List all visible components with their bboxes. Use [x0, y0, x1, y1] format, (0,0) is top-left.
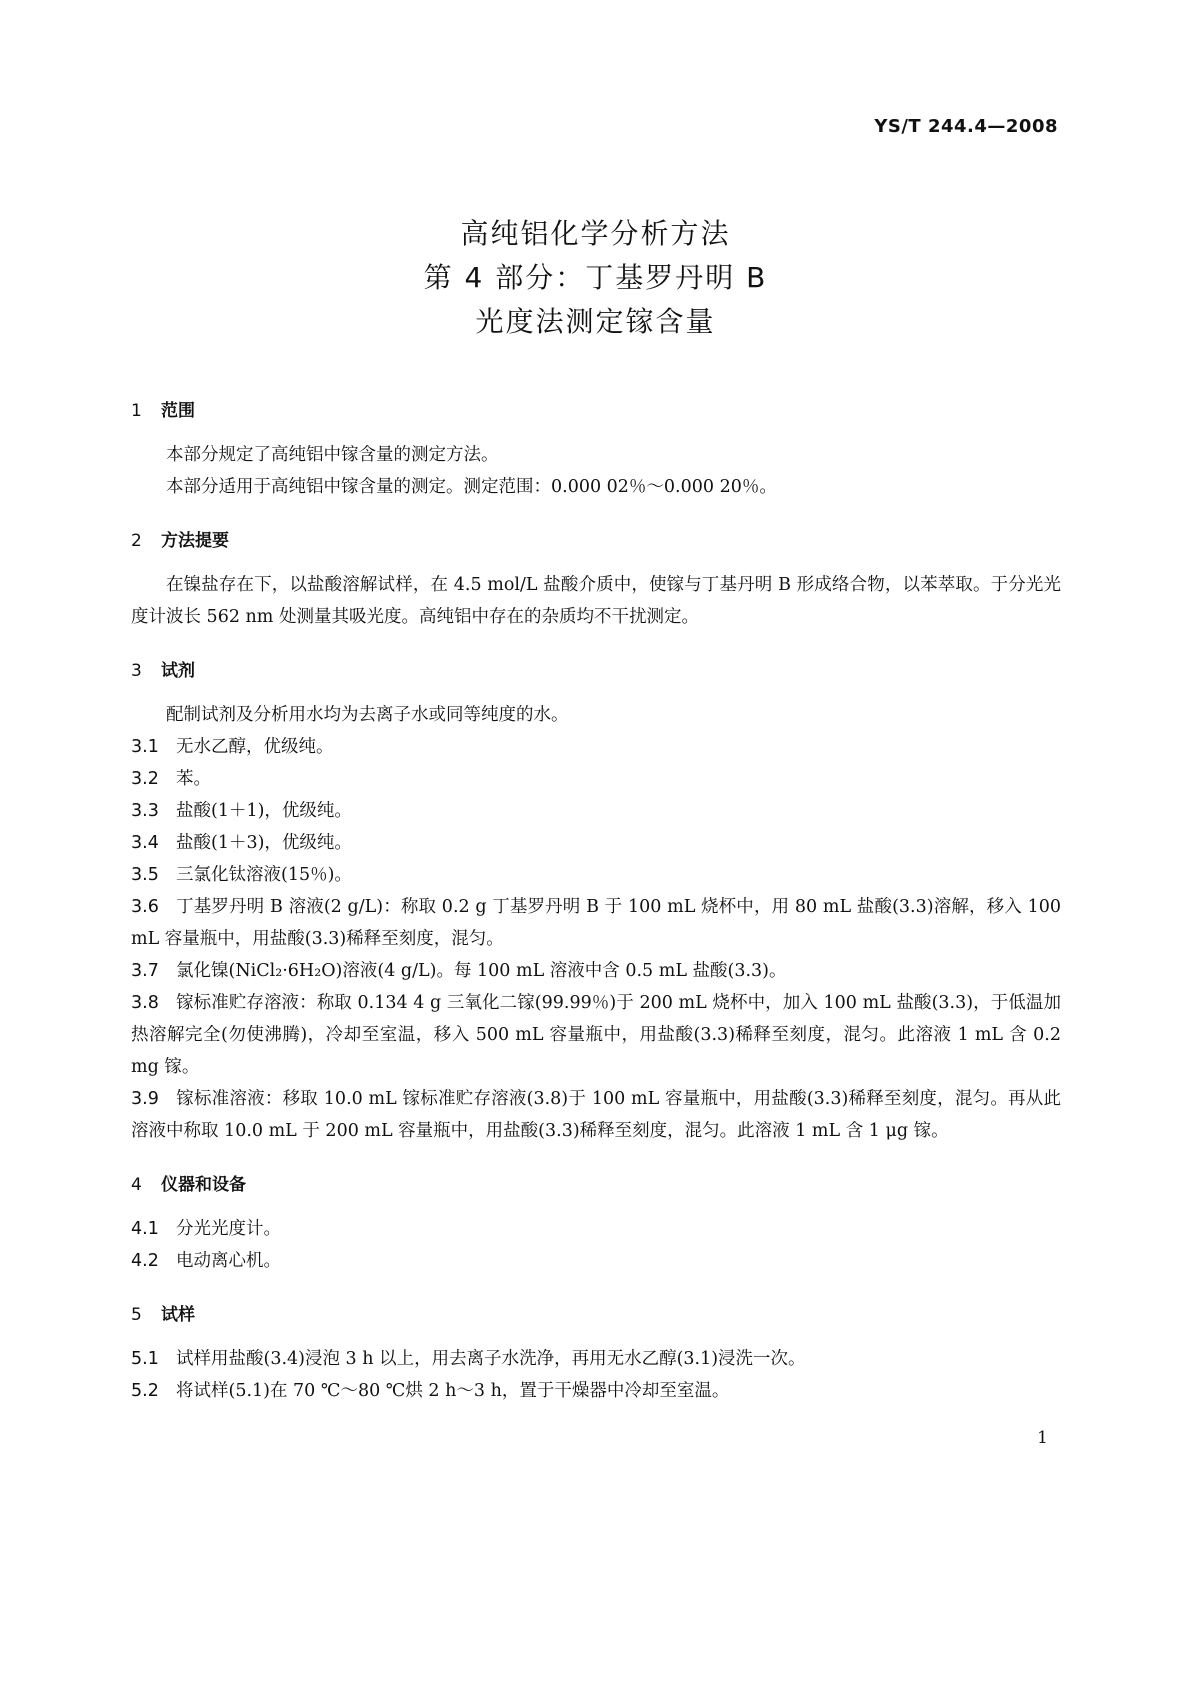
section-title: 试剂 — [161, 661, 195, 681]
list-item — [131, 731, 1061, 763]
section-number: 2 — [131, 531, 142, 551]
document-body — [131, 395, 1061, 1407]
title-line-3: 光度法测定镓含量 — [475, 305, 716, 338]
paragraph: 配制试剂及分析用水均为去离子水或同等纯度的水。 — [166, 705, 569, 725]
item-text: 盐酸(1＋1)，优级纯。 — [176, 801, 352, 821]
item-number: 5.1 — [131, 1349, 159, 1369]
item-number: 3.2 — [131, 769, 159, 789]
item-number: 4.2 — [131, 1251, 159, 1271]
section-heading-reagents — [131, 655, 1061, 687]
list-item — [131, 1375, 1061, 1407]
item-number: 4.1 — [131, 1219, 159, 1239]
item-text: 镓标准溶液：移取 10.0 mL 镓标准贮存溶液(3.8)于 100 mL 容量瓶中，用盐酸(3.3)稀释至刻度，混匀。再从此溶液中称取 10.0 mL 于 200 mL 容量瓶中，用盐酸(3.3)稀释至刻度，混匀。此溶液 1 mL 含 1 μg 镓。 — [131, 1089, 1061, 1141]
document-code: YS/T 244.4—2008 — [874, 116, 1058, 137]
section-title: 方法提要 — [161, 531, 229, 551]
section-number: 4 — [131, 1175, 142, 1195]
item-number: 3.7 — [131, 961, 159, 981]
list-item — [131, 859, 1061, 891]
section-number: 5 — [131, 1305, 142, 1325]
paragraph: 在镍盐存在下，以盐酸溶解试样，在 4.5 mol/L 盐酸介质中，使镓与丁基丹明 B 形成络合物，以苯萃取。于分光光度计波长 562 nm 处测量其吸光度。高纯铝中存在的杂质均不干扰测定。 — [131, 575, 1061, 627]
item-number: 3.6 — [131, 897, 159, 917]
item-text: 三氯化钛溶液(15％)。 — [176, 865, 352, 885]
list-item — [131, 827, 1061, 859]
item-number: 3.1 — [131, 737, 159, 757]
item-number: 3.3 — [131, 801, 159, 821]
item-text: 镓标准贮存溶液：称取 0.134 4 g 三氧化二镓(99.99％)于 200 mL 烧杯中，加入 100 mL 盐酸(3.3)，于低温加热溶解完全(勿使沸腾)，冷却至室温，移入 500 mL 容量瓶中，用盐酸(3.3)稀释至刻度，混匀。此溶液 1 mL 含 0.2 mg 镓。 — [131, 993, 1061, 1077]
paragraph: 本部分适用于高纯铝中镓含量的测定。测定范围：0.000 02％～0.000 20％。 — [166, 477, 777, 497]
list-item — [131, 1213, 1061, 1245]
section-title: 范围 — [161, 401, 195, 421]
list-item — [131, 955, 1061, 987]
list-item — [131, 1343, 1061, 1375]
section-number: 1 — [131, 401, 142, 421]
item-text: 丁基罗丹明 B 溶液(2 g/L)：称取 0.2 g 丁基罗丹明 B 于 100 mL 烧杯中，用 80 mL 盐酸(3.3)溶解，移入 100 mL 容量瓶中，用盐酸(3.3)稀释至刻度，混匀。 — [131, 897, 1061, 949]
item-number: 3.8 — [131, 993, 159, 1013]
paragraph: 本部分规定了高纯铝中镓含量的测定方法。 — [166, 445, 499, 465]
item-number: 3.9 — [131, 1089, 159, 1109]
item-number: 3.4 — [131, 833, 159, 853]
document-title — [0, 212, 1191, 344]
section-title: 仪器和设备 — [161, 1175, 246, 1195]
item-text: 试样用盐酸(3.4)浸泡 3 h 以上，用去离子水洗净，再用无水乙醇(3.1)浸洗一次。 — [176, 1349, 806, 1369]
title-line-2: 第 4 部分：丁基罗丹明 B — [423, 261, 768, 294]
title-line-1: 高纯铝化学分析方法 — [460, 217, 731, 250]
item-text: 氯化镍(NiCl₂·6H₂O)溶液(4 g/L)。每 100 mL 溶液中含 0.5 mL 盐酸(3.3)。 — [176, 961, 787, 981]
section-heading-sample — [131, 1299, 1061, 1331]
section-number: 3 — [131, 661, 142, 681]
item-text: 无水乙醇，优级纯。 — [176, 737, 334, 757]
item-text: 盐酸(1＋3)，优级纯。 — [176, 833, 352, 853]
section-heading-method-summary — [131, 525, 1061, 557]
list-item — [131, 1083, 1061, 1147]
list-item — [131, 795, 1061, 827]
page-number: 1 — [1037, 1428, 1048, 1448]
section-heading-scope — [131, 395, 1061, 427]
item-number: 3.5 — [131, 865, 159, 885]
item-text: 苯。 — [176, 769, 211, 789]
list-item — [131, 987, 1061, 1083]
item-text: 电动离心机。 — [176, 1251, 281, 1271]
section-title: 试样 — [161, 1305, 195, 1325]
list-item — [131, 891, 1061, 955]
item-number: 5.2 — [131, 1381, 159, 1401]
list-item — [131, 763, 1061, 795]
section-heading-apparatus — [131, 1169, 1061, 1201]
list-item — [131, 1245, 1061, 1277]
item-text: 分光光度计。 — [176, 1219, 281, 1239]
item-text: 将试样(5.1)在 70 ℃～80 ℃烘 2 h～3 h，置于干燥器中冷却至室温。 — [176, 1381, 730, 1401]
